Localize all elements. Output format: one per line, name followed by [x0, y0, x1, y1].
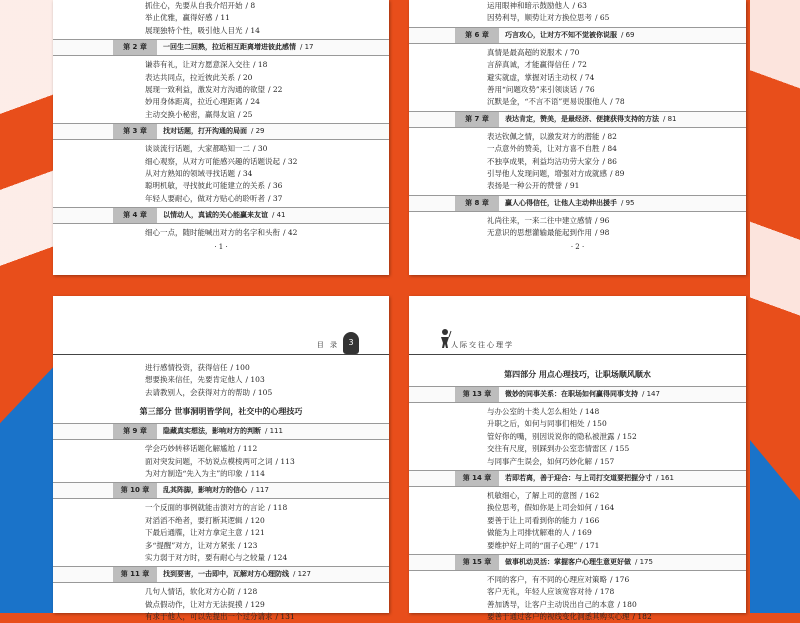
entry-title: 一个反面的事例就能击溃对方的言论	[145, 503, 265, 513]
entry-page: / 131	[275, 612, 295, 622]
entry-page: / 171	[580, 540, 600, 550]
entry-page: / 74	[580, 72, 595, 82]
entry-page: / 148	[580, 407, 600, 416]
entry-title: 为对方制造“先入为主”的印象	[145, 468, 243, 478]
toc-entry	[409, 574, 746, 586]
entry-page: / 150	[587, 419, 607, 429]
chapter-number: 第 9 章	[113, 424, 157, 439]
toc-entry	[409, 143, 746, 155]
entry-page: / 105	[253, 387, 273, 397]
toc-entry	[409, 490, 746, 502]
entry-title: 几句人情话，软化对方心防	[145, 587, 235, 597]
entry-title: 与办公室的十类人怎么相处	[487, 407, 577, 416]
entry-page: / 123	[238, 540, 258, 550]
entry-page: / 162	[580, 490, 600, 500]
chapter-number: 第 11 章	[113, 567, 157, 582]
entry-title: 进行感情投资，获得信任	[145, 363, 228, 372]
entry-title: 谦恭有礼，让对方愿意深入交往	[145, 60, 250, 70]
entry-title: 抓住心，先要从自我介绍开始	[145, 1, 243, 10]
chapter-page: / 127	[293, 570, 311, 579]
toc-entry	[409, 0, 746, 12]
entry-title: 表达钦佩之情，以激发对方的潜能	[487, 131, 600, 141]
entry-page: / 18	[253, 60, 268, 70]
entry-title: 下最后通牒，让对方拿定主意	[145, 528, 243, 538]
toc-entry	[409, 527, 746, 539]
toc-entry	[409, 84, 746, 96]
page-header	[409, 336, 746, 355]
entry-page: / 157	[595, 456, 615, 466]
toc-entry	[409, 443, 746, 455]
toc-entry	[53, 84, 389, 96]
chapter-page: / 117	[251, 486, 269, 495]
toc-entries	[53, 0, 389, 239]
toc-entry	[409, 156, 746, 168]
entry-title: 避实就虚，掌握对话主动权	[487, 72, 577, 82]
entry-page: / 98	[595, 228, 610, 238]
chapter-page: / 81	[663, 114, 677, 123]
toc-entry	[409, 515, 746, 527]
entry-title: 做能为上司排忧解难的人	[487, 528, 570, 538]
entry-title: 引导他人发现问题，增强对方成就感	[487, 168, 607, 178]
toc-entry	[53, 468, 389, 480]
entry-title: 细心一点，随时能喊出对方的名字和头衔	[145, 228, 280, 238]
toc-entry	[409, 611, 746, 623]
chapter-heading	[409, 386, 746, 403]
toc-entry	[409, 540, 746, 552]
chapter-heading	[409, 470, 746, 487]
toc-entry	[53, 586, 389, 598]
entry-title: 表达共同点，拉近彼此关系	[145, 72, 235, 82]
toc-entry	[409, 96, 746, 108]
toc-entry	[53, 72, 389, 84]
entry-title: 做点假动作，让对方无法捉摸	[145, 599, 243, 609]
toc-page-2	[409, 0, 746, 275]
entry-page: / 120	[245, 515, 265, 525]
toc-entry	[409, 418, 746, 430]
entry-title: 要善于通过客户的视线变化洞悉其购买心理	[487, 612, 630, 622]
chapter-page: / 111	[265, 427, 283, 436]
entry-page: / 24	[245, 97, 260, 107]
entry-page: / 36	[268, 181, 283, 191]
entry-title: 举止优雅，赢得好感	[145, 13, 213, 23]
entry-title: 展现独特个性，吸引他人目光	[145, 25, 243, 35]
entry-page: / 11	[215, 13, 230, 23]
entry-title: 真情是最高超的说服术	[487, 47, 562, 57]
entry-title: 升职之后，如何与同事们相处	[487, 419, 585, 429]
entry-page: / 118	[268, 503, 288, 513]
entry-title: 不独享成果，利益均沾功劳大家分	[487, 156, 600, 166]
toc-entries	[409, 0, 746, 239]
entry-page: / 164	[595, 503, 615, 513]
chapter-title: 巧言攻心，让对方不知不觉被你说服	[505, 30, 617, 39]
chapter-page: / 41	[272, 211, 286, 220]
chapter-number: 第 10 章	[113, 483, 157, 498]
chapter-number: 第 14 章	[455, 471, 499, 486]
entry-title: 要善于让上司看到你的能力	[487, 515, 577, 525]
entry-page: / 121	[245, 528, 265, 538]
toc-entry	[409, 131, 746, 143]
chapter-page: / 95	[621, 198, 635, 207]
entry-page: / 114	[245, 468, 265, 478]
chapter-heading	[409, 195, 746, 212]
entry-title: 一点意外的赞美，让对方喜不自胜	[487, 144, 600, 154]
entry-title: 善加诱导，让客户主动说出自己的本意	[487, 599, 615, 609]
chapter-number: 第 3 章	[113, 124, 157, 139]
chapter-heading	[53, 207, 389, 224]
entry-page: / 30	[253, 144, 268, 154]
chapter-page: / 17	[300, 43, 314, 52]
entry-page: / 124	[268, 552, 288, 562]
entry-title: 年轻人要耐心，做对方贴心的聆听者	[145, 193, 265, 203]
toc-entry	[53, 0, 389, 12]
entry-title: 对滔滔不绝者，要打断其逻辑	[145, 515, 243, 525]
entry-page: / 89	[610, 168, 625, 178]
entry-page: / 65	[595, 13, 610, 23]
chapter-title: 隐藏真实想法，影响对方的判断	[163, 427, 261, 436]
toc-entry	[53, 180, 389, 192]
chapter-page: / 147	[642, 390, 660, 398]
entry-page: / 25	[238, 109, 253, 119]
toc-entry	[53, 443, 389, 455]
entry-page: / 166	[580, 515, 600, 525]
entry-page: / 155	[610, 444, 630, 454]
entry-page: / 76	[580, 84, 595, 94]
toc-entry	[409, 599, 746, 611]
toc-entry	[409, 502, 746, 514]
entry-title: 沉默是金，“不言不语”更易说服他人	[487, 97, 608, 107]
entry-title: 从对方熟知的领域寻找话题	[145, 168, 235, 178]
chapter-page: / 69	[621, 30, 635, 39]
entry-page: / 8	[245, 1, 256, 10]
entry-page: / 82	[602, 131, 617, 141]
chapter-number: 第 2 章	[113, 40, 157, 55]
entry-title: 学会巧妙转移话题化解尴尬	[145, 444, 235, 454]
toc-entry	[409, 227, 746, 239]
entry-title: 善用“问题攻势”来引领谈话	[487, 84, 578, 94]
chapter-number: 第 8 章	[455, 196, 499, 211]
toc-page-4	[409, 296, 746, 622]
entry-page: / 22	[268, 84, 283, 94]
toc-entries	[53, 362, 389, 623]
toc-entry	[53, 96, 389, 108]
chapter-number: 第 13 章	[455, 387, 499, 402]
chapter-title: 找到要害，一击即中，瓦解对方心理防线	[163, 570, 289, 579]
toc-entry	[409, 456, 746, 468]
entry-title: 机敏细心，了解上司的意图	[487, 490, 577, 500]
entry-title: 面对突发问题，不妨说点模棱两可之词	[145, 456, 273, 466]
entry-title: 聪明机敏，寻找彼此可能建立的关系	[145, 181, 265, 191]
toc-entry	[53, 599, 389, 611]
entry-page: / 100	[230, 363, 250, 372]
chapter-heading	[409, 27, 746, 44]
chapter-page: / 29	[251, 127, 265, 136]
chapter-heading	[53, 482, 389, 499]
chapter-page: / 161	[656, 473, 674, 482]
entry-page: / 152	[617, 431, 637, 441]
page-badge: 3	[343, 332, 359, 354]
toc-entry	[409, 431, 746, 443]
toc-entry	[53, 387, 389, 399]
entry-page: / 176	[610, 574, 630, 584]
entry-title: 要维护好上司的“面子心理”	[487, 540, 578, 550]
toc-entry	[409, 12, 746, 24]
toc-page-1	[53, 0, 389, 275]
toc-entry	[53, 502, 389, 514]
entry-page: / 91	[565, 181, 580, 191]
chapter-title: 乱其阵脚，影响对方的信心	[163, 486, 247, 495]
chapter-title: 微妙的同事关系：在职场如何赢得同事支持	[505, 390, 638, 398]
entry-title: 有求于他人，可以先提出一个过分请求	[145, 612, 273, 622]
chapter-heading	[53, 566, 389, 583]
entry-page: / 180	[617, 599, 637, 609]
chapter-heading	[409, 554, 746, 571]
chapter-title: 找对话题，打开沟通的局面	[163, 127, 247, 136]
chapter-title: 以情动人，真诚的关心能赢来友谊	[163, 211, 268, 220]
toc-entry	[53, 540, 389, 552]
toc-entry	[53, 456, 389, 468]
entry-page: / 182	[632, 612, 652, 622]
entry-title: 实力弱于对方时，要有耐心与之较量	[145, 552, 265, 562]
entry-title: 妙用身体距离，拉近心理距离	[145, 97, 243, 107]
entry-title: 客户无礼，年轻人应该宽容对待	[487, 587, 592, 597]
entry-title: 言辞真诚，才能赢得信任	[487, 60, 570, 70]
entry-page: / 78	[610, 97, 625, 107]
entry-title: 不同的客户，有不同的心理应对策略	[487, 574, 607, 584]
entry-title: 运用眼神和暗示鼓励他人	[487, 1, 570, 10]
entry-page: / 34	[238, 168, 253, 178]
toc-entry	[409, 586, 746, 598]
toc-entry	[53, 611, 389, 623]
page-header	[53, 336, 389, 355]
toc-entry	[53, 168, 389, 180]
entry-title: 无意识的思想灌输最能起到作用	[487, 228, 592, 238]
entry-title: 换位思考，假如你是上司会如何	[487, 503, 592, 513]
chapter-heading	[409, 111, 746, 128]
entry-title: 因势利导，顺势让对方换位思考	[487, 13, 592, 23]
entry-page: / 128	[238, 587, 258, 597]
entry-page: / 20	[238, 72, 253, 82]
entry-title: 展现一致利益，激发对方沟通的欲望	[145, 84, 265, 94]
toc-entry	[53, 193, 389, 205]
toc-entry	[53, 374, 389, 386]
header-title: 人际交往心理学	[451, 341, 514, 349]
entry-title: 去请教别人，会获得对方的帮助	[145, 387, 250, 397]
page-number: · 1 ·	[214, 243, 228, 251]
entry-title: 想要换来信任，先要肯定他人	[145, 375, 243, 385]
entry-page: / 103	[245, 375, 265, 385]
toc-entry	[409, 72, 746, 84]
toc-entry	[409, 406, 746, 418]
entry-title: 表扬是一种公开的赞誉	[487, 181, 562, 191]
page-number: · 2 ·	[570, 243, 585, 251]
chapter-title: 赢人心得信任，让他人主动伸出援手	[505, 198, 617, 207]
entry-title: 管好你的嘴，别因说说你的隐私被泄露	[487, 431, 615, 441]
entry-page: / 129	[245, 599, 265, 609]
toc-entry	[53, 227, 389, 239]
entry-page: / 84	[602, 144, 617, 154]
chapter-number: 第 6 章	[455, 28, 499, 43]
entry-page: / 63	[572, 1, 587, 10]
header-title: 目 录	[316, 341, 339, 349]
toc-entry	[409, 59, 746, 71]
toc-entry	[53, 156, 389, 168]
chapter-heading	[53, 39, 389, 56]
entry-page: / 96	[595, 215, 610, 225]
chapter-page: / 175	[635, 557, 653, 566]
chapter-title: 表达肯定，赞美，是最经济、便捷获得支持的方法	[505, 114, 659, 123]
part-heading: 第三部分 世事洞明皆学问，社交中的心理技巧	[139, 407, 303, 417]
chapter-number: 第 7 章	[455, 112, 499, 127]
entry-page: / 86	[602, 156, 617, 166]
toc-entry	[53, 143, 389, 155]
toc-entry	[409, 47, 746, 59]
entry-page: / 112	[238, 444, 258, 454]
toc-entry	[409, 180, 746, 192]
entry-title: 礼尚往来，一来二往中建立感情	[487, 215, 592, 225]
chapter-title: 做事机动灵活：掌握客户心理生意更好做	[505, 557, 631, 566]
entry-page: / 72	[572, 60, 587, 70]
entry-page: / 113	[275, 456, 295, 466]
toc-entry	[409, 215, 746, 227]
toc-entries	[409, 362, 746, 623]
toc-entry	[53, 109, 389, 121]
entry-title: 谈谈流行话题，大家都略知一二	[145, 144, 250, 154]
chapter-number: 第 4 章	[113, 208, 157, 223]
toc-entry	[53, 527, 389, 539]
entry-page: / 37	[268, 193, 283, 203]
entry-title: 与同事产生误会，如何巧妙化解	[487, 456, 592, 466]
toc-entry	[53, 25, 389, 37]
toc-entry	[53, 362, 389, 374]
chapter-number: 第 15 章	[455, 555, 499, 570]
entry-page: / 178	[595, 587, 615, 597]
entry-page: / 42	[283, 228, 298, 238]
toc-entry	[53, 515, 389, 527]
toc-entry	[409, 168, 746, 180]
chapter-title: 若即若离，善于迎合：与上司打交道要把握分寸	[505, 473, 652, 482]
toc-entry	[53, 12, 389, 24]
chapter-heading	[53, 123, 389, 140]
person-icon	[439, 328, 451, 348]
toc-entry	[53, 552, 389, 564]
entry-title: 多“提醒”对方，让对方紧张	[145, 540, 236, 550]
entry-page: / 70	[565, 47, 580, 57]
chapter-heading	[53, 423, 389, 440]
toc-entry	[53, 59, 389, 71]
entry-page: / 169	[572, 528, 592, 538]
entry-title: 主动交换小秘密，赢得友谊	[145, 109, 235, 119]
part-heading: 第四部分 用点心理技巧，让职场顺风顺水	[504, 370, 651, 379]
entry-title: 细心观察，从对方可能感兴趣的话题说起	[145, 156, 280, 166]
entry-page: / 14	[245, 25, 260, 35]
entry-title: 交往有尺度，别踩到办公室恋情雷区	[487, 444, 607, 454]
entry-page: / 32	[283, 156, 298, 166]
toc-page-3	[53, 296, 389, 622]
chapter-title: 一回生二回熟，拉近相互距离增进彼此感情	[163, 43, 296, 52]
